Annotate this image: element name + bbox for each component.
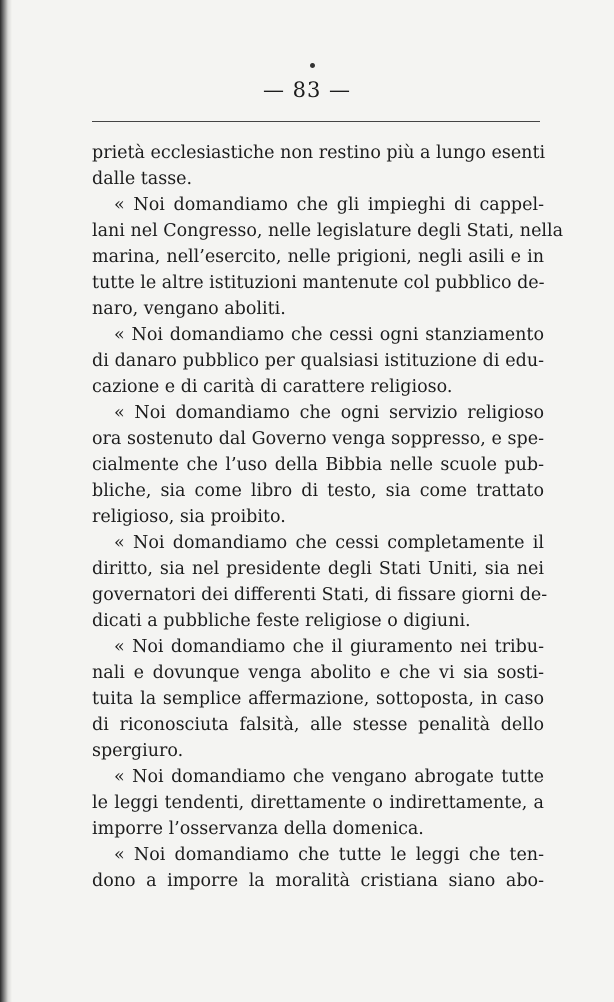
text-line: nali e dovunque venga abolito e che vi sia sosti- — [92, 663, 544, 683]
page-number: — 83 — — [262, 78, 352, 102]
text-line: governatori dei differenti Stati, di fissare giorni de- — [92, 585, 548, 605]
text-line: « Noi domandiamo che tutte le leggi che ten- — [114, 845, 544, 865]
text-line: tuita la semplice affermazione, sottoposta, in caso — [92, 689, 544, 709]
text-line: bliche, sia come libro di testo, sia come trattato — [92, 481, 544, 501]
text-line: marina, nell’esercito, nelle prigioni, negli asili e in — [92, 247, 544, 267]
text-line: « Noi domandiamo che vengano abrogate tutte — [114, 767, 544, 787]
page-binding-edge — [0, 0, 12, 1002]
text-line: spergiuro. — [92, 741, 184, 761]
text-line: lani nel Congresso, nelle legislature degli Stati, nella — [92, 221, 564, 241]
text-line: cialmente che l’uso della Bibbia nelle scuole pub- — [92, 455, 544, 475]
text-line: dalle tasse. — [92, 169, 193, 189]
text-line: « Noi domandiamo che cessi ogni stanziamento — [114, 325, 544, 345]
text-line: « Noi domandiamo che il giuramento nei tribu- — [114, 637, 544, 657]
body-text — [92, 140, 564, 894]
text-line: dicati a pubbliche feste religiose o digiuni. — [92, 611, 471, 631]
text-line: naro, vengano aboliti. — [92, 299, 286, 319]
text-line: « Noi domandiamo che cessi completamente il — [114, 533, 544, 553]
text-line: prietà ecclesiastiche non restino più a lungo esenti — [92, 143, 546, 163]
header-rule — [92, 121, 540, 122]
text-line: le leggi tendenti, direttamente o indirettamente, a — [92, 793, 544, 813]
text-line: dono a imporre la moralità cristiana siano abo- — [92, 871, 544, 891]
text-line: cazione e di carità di carattere religioso. — [92, 377, 453, 397]
text-line: di danaro pubblico per qualsiasi istituzione di edu- — [92, 351, 544, 371]
ink-speck — [310, 63, 315, 68]
text-line: « Noi domandiamo che ogni servizio religioso — [114, 403, 544, 423]
text-line: tutte le altre istituzioni mantenute col pubblico de- — [92, 273, 545, 293]
text-line: di riconosciuta falsità, alle stesse penalità dello — [92, 715, 544, 735]
text-line: ora sostenuto dal Governo venga soppresso, e spe- — [92, 429, 544, 449]
text-line: imporre l’osservanza della domenica. — [92, 819, 424, 839]
text-line: religioso, sia proibito. — [92, 507, 286, 527]
text-line: « Noi domandiamo che gli impieghi di cappel- — [114, 195, 544, 215]
text-line: diritto, sia nel presidente degli Stati Uniti, sia nei — [92, 559, 544, 579]
